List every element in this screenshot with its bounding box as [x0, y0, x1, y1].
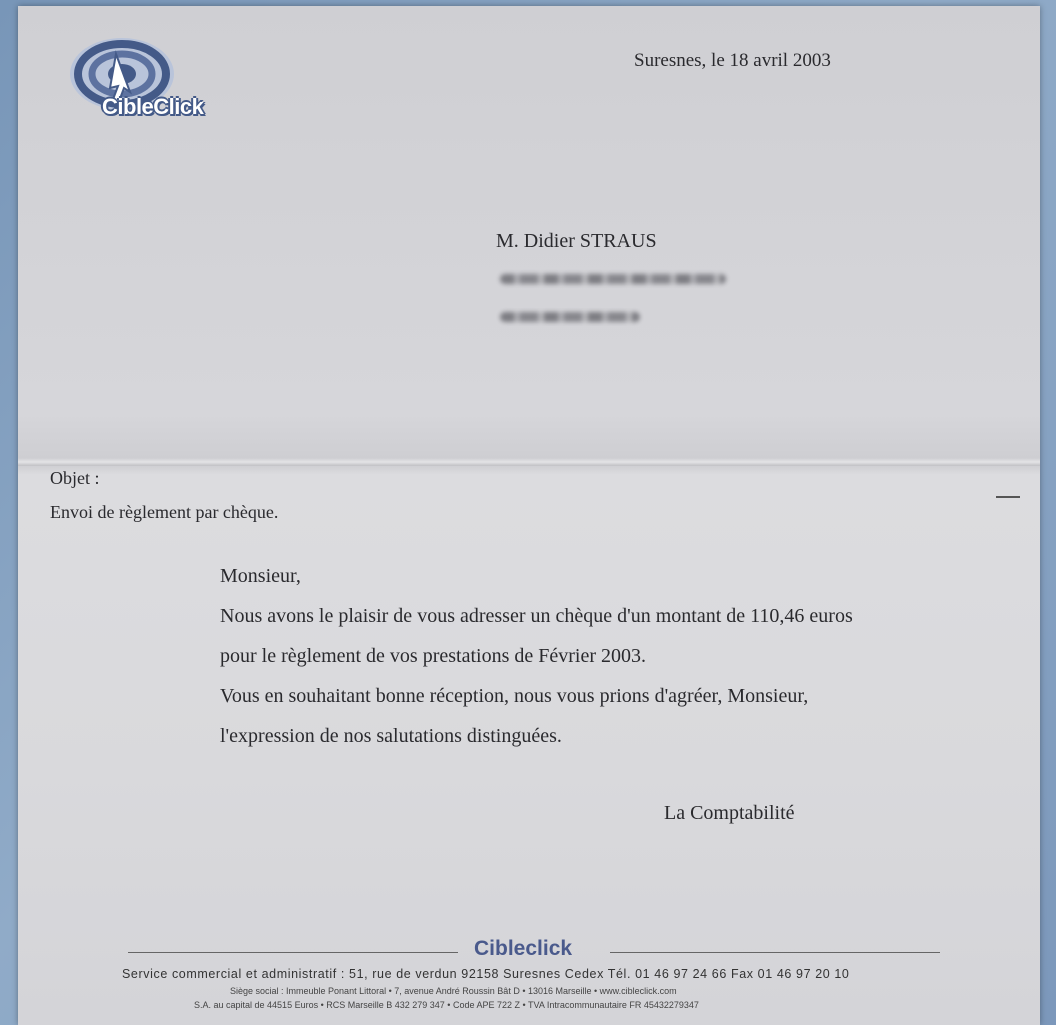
letter-page [18, 6, 1040, 1025]
letter-greeting: Monsieur, [220, 565, 301, 587]
object-label: Objet : [50, 468, 100, 488]
letter-line: Vous en souhaitant bonne réception, nous vous prions d'agréer, Monsieur, [220, 685, 809, 707]
footer-brand: Cibleclick [474, 937, 573, 960]
recipient-name: M. Didier STRAUS [496, 230, 657, 252]
letter-line: pour le règlement de vos prestations de Février 2003. [220, 645, 646, 667]
redacted-address-line [500, 274, 726, 284]
object-text: Envoi de règlement par chèque. [50, 502, 279, 522]
footer-divider [128, 952, 458, 953]
footer-divider [610, 952, 940, 953]
fold-mark [996, 496, 1020, 498]
letter-body [220, 556, 853, 756]
logo-wordmark: CibleClick [102, 94, 204, 119]
letter-date: Suresnes, le 18 avril 2003 [634, 50, 831, 71]
paper-fold [18, 458, 1040, 466]
redacted-city-line [500, 312, 640, 322]
letter-line: l'expression de nos salutations distinguées. [220, 725, 562, 747]
letter-signature: La Comptabilité [664, 802, 795, 824]
footer-contact-line: Service commercial et administratif : 51, rue de verdun 92158 Suresnes Cedex Tél. 01 46 97 24 66 Fax 01 46 97 20 10 [122, 967, 850, 981]
footer-legal-line: S.A. au capital de 44515 Euros • RCS Marseille B 432 279 347 • Code APE 722 Z • TVA Intracommunautaire FR 45432279347 [194, 1000, 699, 1010]
footer-headquarters-line: Siège social : Immeuble Ponant Littoral • 7, avenue André Roussin Bât D • 13016 Marseille • www.cibleclick.com [230, 986, 677, 996]
letter-line: Nous avons le plaisir de vous adresser un chèque d'un montant de 110,46 euros [220, 605, 853, 627]
cibleclick-logo [64, 30, 244, 130]
